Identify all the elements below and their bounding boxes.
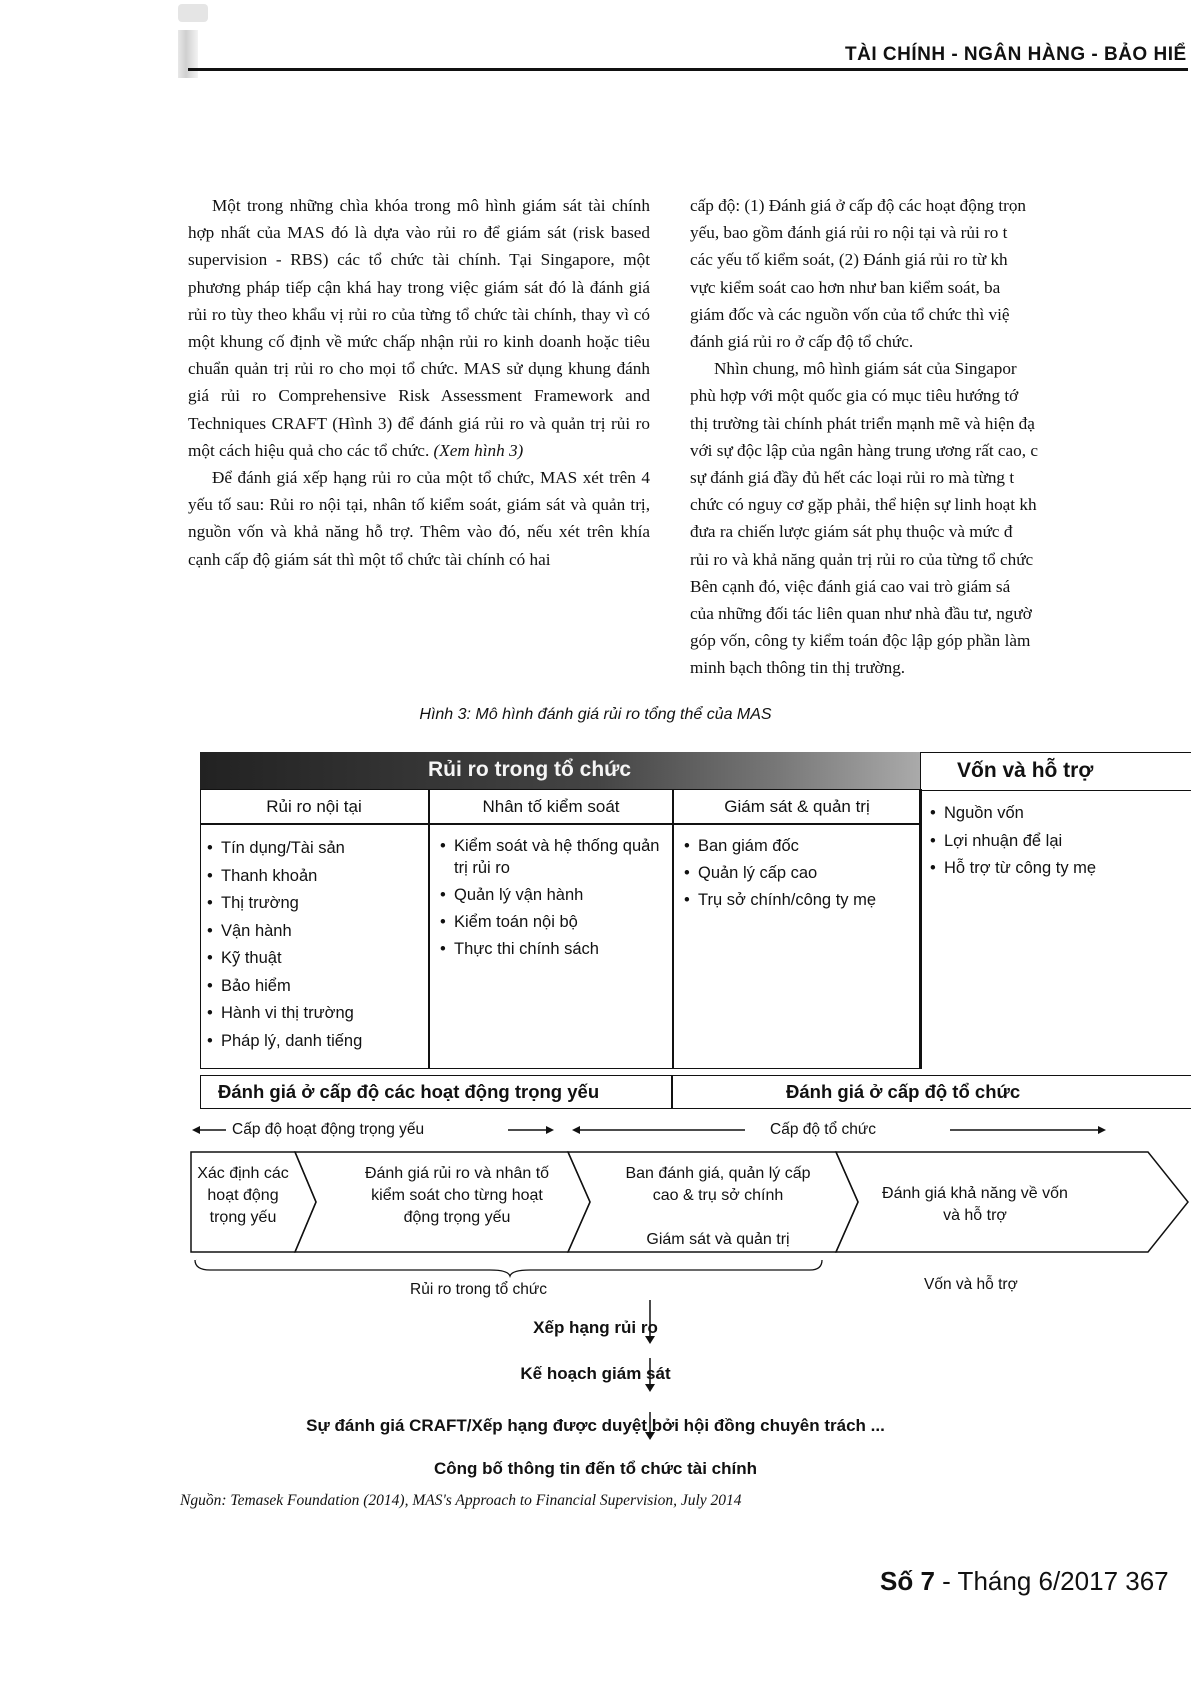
scan-artifact — [178, 4, 208, 22]
text-line: với sự độc lập của ngân hàng trung ương rất cao, c — [690, 440, 1038, 460]
list-item: • Quản lý vận hành — [440, 884, 666, 906]
right-column — [690, 192, 1191, 682]
organization-level-arrow-label: Cấp độ tổ chức — [770, 1121, 877, 1138]
capital-header — [920, 752, 1191, 791]
text-line: rủi ro và khả năng quản trị rủi ro của từng tổ chức — [690, 549, 1034, 569]
list-item: • Tín dụng/Tài sản — [207, 835, 425, 863]
list-item: • Lợi nhuận để lại — [930, 828, 1185, 856]
text-line: đánh giá rủi ro ở cấp độ tổ chức. — [690, 332, 914, 352]
chevron-board-management: Ban đánh giá, quản lý cấp cao & trụ sở chính — [625, 1165, 811, 1204]
text-line: Nhìn chung, mô hình giám sát của Singapor — [714, 359, 1017, 379]
text-line: các yếu tố kiểm soát, (2) Đánh giá rủi ro từ kh — [690, 250, 1008, 270]
figure-caption: Hình 3: Mô hình đánh giá rủi ro tổng thể của MAS — [419, 706, 772, 723]
col-title-inherent-risk: Rủi ro nội tại — [266, 797, 362, 816]
text-line: yếu, bao gồm đánh giá rủi ro nội tại và rủi ro t — [690, 223, 1008, 243]
col-title-oversight: Giám sát & quản trị — [724, 797, 870, 816]
paragraph: Để đánh giá xếp hạng rủi ro của một tổ chức, MAS xét trên 4 yếu tố sau: Rủi ro nội tại, nhân tố kiểm soát, giám sát và quản trị, nguồn vốn và khả năng hỗ trợ. Thêm vào đó, nếu xét trên khía cạnh cấp độ giám sát thì một tổ chức tài chính có hai — [188, 468, 650, 569]
figure-reference: (Xem hình 3) — [433, 440, 524, 460]
chevron-oversight-sublabel: Giám sát và quản trị — [646, 1231, 790, 1248]
text-line: vực kiểm soát cao hơn như ban kiểm soát, ba — [690, 277, 1001, 297]
oversight-list — [684, 835, 914, 911]
list-item: • Trụ sở chính/công ty mẹ — [684, 889, 914, 911]
capital-list — [930, 800, 1185, 883]
brace-capital-label: Vốn và hỗ trợ — [924, 1276, 1018, 1293]
page-number: 367 — [1125, 1566, 1169, 1596]
activity-level-label: Đánh giá ở cấp độ các hoạt động trọng yếu — [218, 1081, 600, 1102]
flow-disclosure: Công bố thông tin đến tổ chức tài chính — [434, 1459, 757, 1478]
divider — [200, 823, 920, 825]
flow-supervision-plan: Kế hoạch giám sát — [520, 1364, 671, 1383]
list-item: • Ban giám đốc — [684, 835, 914, 857]
page-footer — [880, 1566, 1169, 1597]
list-item: • Thực thi chính sách — [440, 938, 666, 960]
issue-number: Số 7 — [880, 1566, 935, 1596]
text-line: thị trường tài chính phát triển mạnh mẽ và hiện đạ — [690, 413, 1035, 433]
header-rule — [188, 68, 1188, 71]
figure-source: Nguồn: Temasek Foundation (2014), MAS's Approach to Financial Supervision, July 2014 — [180, 1492, 742, 1509]
left-column — [188, 192, 650, 573]
inherent-risk-list — [207, 835, 425, 1055]
list-item: • Thanh khoản — [207, 863, 425, 891]
list-item: • Nguồn vốn — [930, 800, 1185, 828]
text-line: minh bạch thông tin thị trường. — [690, 658, 906, 678]
text-line: góp vốn, công ty kiểm toán độc lập góp phần làm — [690, 631, 1031, 651]
brace-internal-risk-label: Rủi ro trong tổ chức — [410, 1281, 548, 1298]
chevron-capital-support: Đánh giá khả năng về vốn và hỗ trợ — [882, 1185, 1068, 1224]
capital-header-label: Vốn và hỗ trợ — [957, 759, 1094, 782]
col-title-control-factors: Nhân tố kiểm soát — [482, 797, 620, 816]
paragraph — [188, 192, 650, 464]
text-line: chức có nguy cơ gặp phải, thể hiện sự linh hoạt kh — [690, 495, 1037, 515]
grouping-braces — [190, 1258, 1070, 1278]
control-factors-list — [440, 835, 666, 960]
chevron-identify-activities: Xác định các hoạt động trọng yếu — [197, 1165, 289, 1226]
list-item: • Pháp lý, danh tiếng — [207, 1028, 425, 1056]
section-title: TÀI CHÍNH - NGÂN HÀNG - BẢO HIỂ — [845, 44, 1187, 65]
activity-level-arrow-label: Cấp độ hoạt động trọng yếu — [232, 1121, 425, 1138]
list-item: • Kiểm toán nội bộ — [440, 911, 666, 933]
list-item: • Bảo hiểm — [207, 973, 425, 1001]
text-line: đưa ra chiến lược giám sát phụ thuộc và mức đ — [690, 522, 1013, 542]
list-item: • Kiểm soát và hệ thống quản trị rủi ro — [440, 835, 666, 879]
list-item: • Vận hành — [207, 918, 425, 946]
chevron-assess-risk-controls: Đánh giá rủi ro và nhân tố kiểm soát cho từng hoạt động trọng yếu — [364, 1165, 550, 1226]
issue-date: - Tháng 6/2017 — [934, 1566, 1126, 1596]
text-line: cấp độ: (1) Đánh giá ở cấp độ các hoạt động trọn — [690, 196, 1027, 215]
text-line: Bên cạnh đó, việc đánh giá cao vai trò giám sá — [690, 576, 1011, 596]
flow-risk-rating: Xếp hạng rủi ro — [533, 1318, 658, 1337]
text-line: sự đánh giá đầy đủ hết các loại rủi ro mà từng t — [690, 468, 1015, 488]
text-line: của những đối tác liên quan như nhà đầu tư, ngườ — [690, 604, 1032, 624]
list-item: • Thị trường — [207, 890, 425, 918]
organization-level-label: Đánh giá ở cấp độ tổ chức — [786, 1081, 1021, 1102]
list-item: • Hành vi thị trường — [207, 1000, 425, 1028]
paragraph-text: Một trong những chìa khóa trong mô hình giám sát tài chính hợp nhất của MAS đó là dựa vào rủi ro để giám sát (risk based supervision - RBS) các tổ chức tài chính. Tại Singapore, một phương pháp tiếp cận khá hay trong việc giám sát đó là đánh giá rủi ro tùy theo khẩu vị rủi ro của từng tổ chức tài chính, thay vì có một khung cố định về mức chấp nhận rủi ro kinh doanh hoặc tiêu chuẩn quản trị rủi ro cho mọi tổ chức. MAS sử dụng khung đánh giá rủi ro Comprehensive Risk Assessment Framework and Techniques CRAFT (Hình 3) để đánh giá rủi ro và quản trị rủi ro một cách hiệu quả cho các tổ chức. — [188, 196, 650, 460]
list-item: • Hỗ trợ từ công ty mẹ — [930, 855, 1185, 883]
list-item: • Quản lý cấp cao — [684, 862, 914, 884]
list-item: • Kỹ thuật — [207, 945, 425, 973]
risk-header-label: Rủi ro trong tổ chức — [428, 758, 632, 781]
text-line: giám đốc và các nguồn vốn của tổ chức thì việ — [690, 304, 1010, 324]
divider — [920, 789, 922, 1069]
risk-header-bar — [200, 752, 920, 789]
divider — [672, 789, 674, 1069]
flow-craft-approval: Sự đánh giá CRAFT/Xếp hạng được duyệt bởi hội đồng chuyên trách ... — [306, 1416, 885, 1435]
divider — [428, 789, 430, 1069]
text-line: phù hợp với một quốc gia có mục tiêu hướng tớ — [690, 386, 1019, 406]
